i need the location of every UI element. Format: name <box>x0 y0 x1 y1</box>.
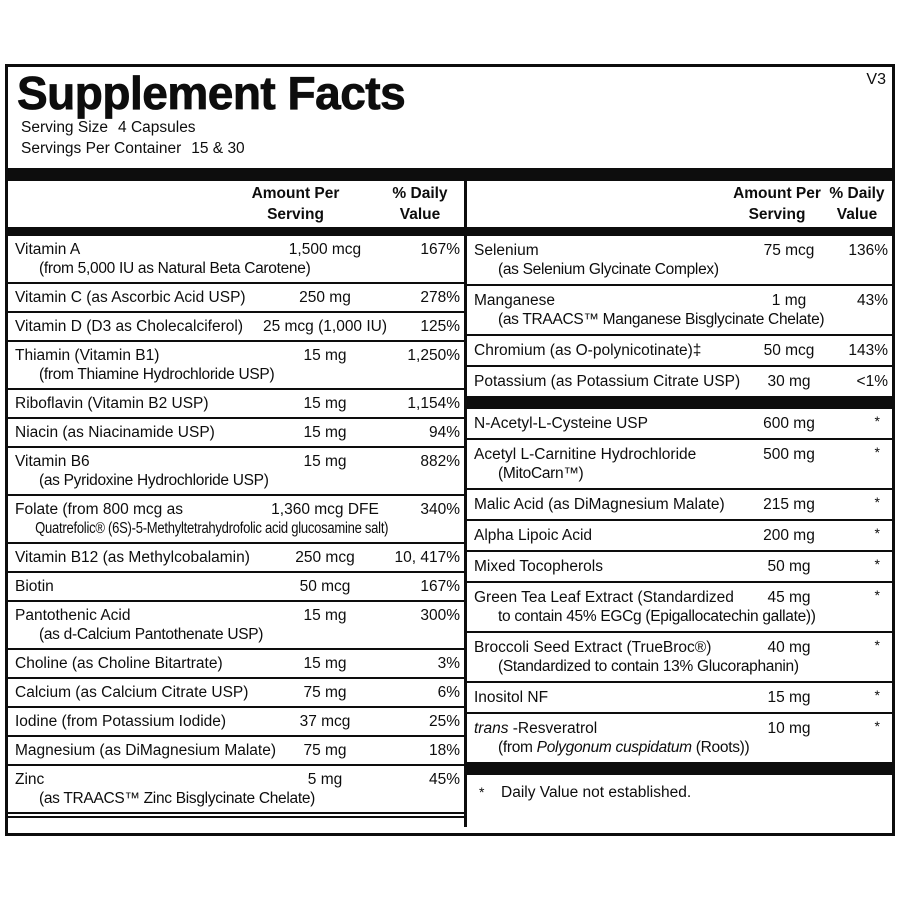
nutrient-daily-value: 143% <box>848 342 888 359</box>
nutrient-subtext: (from Thiamine Hydrochloride USP) <box>39 366 275 383</box>
table-row <box>8 735 464 764</box>
nutrient-amount: 75 mg <box>303 684 347 701</box>
table-row <box>8 494 464 542</box>
nutrient-daily-value: 3% <box>437 655 460 672</box>
nutrient-subtext <box>474 738 888 757</box>
nutrient-name: Mixed Tocopherols <box>474 558 603 575</box>
nutrient-amount: 30 mg <box>767 373 811 390</box>
nutrient-name: Vitamin B6 <box>15 453 90 470</box>
nutrient-amount: 200 mg <box>763 527 815 544</box>
nutrient-daily-value: 167% <box>420 578 460 595</box>
nutrient-name: Selenium <box>474 242 539 259</box>
nutrient-name: Niacin (as Niacinamide USP) <box>15 424 215 441</box>
nutrient-name <box>474 720 597 737</box>
table-row <box>8 340 464 388</box>
nutrient-daily-value: * <box>874 444 880 460</box>
dv-header-line1: % Daily <box>392 185 448 202</box>
serving-size-line <box>17 117 886 138</box>
table-row <box>8 542 464 571</box>
nutrient-amount: 15 mg <box>303 424 347 441</box>
nutrient-amount: 37 mcg <box>299 713 351 730</box>
nutrient-name: Magnesium (as DiMagnesium Malate) <box>15 742 277 759</box>
right-column-header <box>467 181 892 236</box>
nutrient-daily-value: * <box>874 525 880 541</box>
nutrient-line <box>15 712 460 731</box>
nutrient-daily-value: 94% <box>428 424 460 441</box>
dv-header-line1: % Daily <box>829 185 885 202</box>
nutrient-amount: 50 mcg <box>763 342 815 359</box>
daily-value-header <box>380 183 460 225</box>
footnote-asterisk: * <box>479 784 485 800</box>
nutrient-daily-value: * <box>874 637 880 653</box>
dv-header-line2: Value <box>399 206 441 223</box>
nutrient-daily-value: 43% <box>856 292 888 309</box>
table-row <box>467 681 892 712</box>
thick-rule-top <box>8 168 892 181</box>
nutrient-line <box>15 654 460 673</box>
thick-rule-mid <box>467 396 892 409</box>
nutrient-daily-value: 1,250% <box>407 347 460 364</box>
table-row <box>8 311 464 340</box>
nutrient-amount: 600 mg <box>763 415 815 432</box>
table-row <box>8 236 464 282</box>
nutrient-line <box>474 414 888 433</box>
left-nutrient-table <box>8 236 464 812</box>
nutrient-daily-value: * <box>874 718 880 734</box>
nutrient-line <box>15 423 460 442</box>
table-row <box>8 764 464 812</box>
nutrient-amount: 215 mg <box>763 496 815 513</box>
table-row <box>467 438 892 488</box>
nutrient-name-part: trans <box>474 720 509 737</box>
servings-per-container-value: 15 & 30 <box>191 140 245 157</box>
nutrient-daily-value: 45% <box>428 771 460 788</box>
nutrient-name: Vitamin C (as Ascorbic Acid USP) <box>15 289 246 306</box>
nutrient-name: Green Tea Leaf Extract (Standardized <box>474 589 734 606</box>
double-rule <box>8 812 464 818</box>
nutrient-name: Alpha Lipoic Acid <box>474 527 593 544</box>
left-column-header <box>8 181 464 236</box>
nutrient-line <box>15 500 460 519</box>
nutrient-subtext-part: (from <box>498 739 537 756</box>
amount-header-line2: Serving <box>267 206 324 223</box>
nutrient-line <box>474 445 888 464</box>
table-row <box>467 519 892 550</box>
amount-header-line1: Amount Per <box>733 185 821 202</box>
nutrient-line <box>474 557 888 576</box>
nutrient-amount: 250 mg <box>299 289 351 306</box>
nutrient-subtext: (Standardized to contain 13% Glucoraphanin) <box>498 658 799 675</box>
nutrient-name: Potassium (as Potassium Citrate USP) <box>474 373 741 390</box>
nutrient-name: Calcium (as Calcium Citrate USP) <box>15 684 249 701</box>
nutrient-subtext-part: (Roots)) <box>691 739 750 756</box>
nutrient-line <box>15 288 460 307</box>
nutrient-amount: 15 mg <box>303 347 347 364</box>
table-row <box>8 417 464 446</box>
servings-per-container-line <box>17 138 886 159</box>
nutrient-amount: 50 mg <box>767 558 811 575</box>
nutrient-name: Vitamin A <box>15 241 81 258</box>
nutrient-daily-value: * <box>874 556 880 572</box>
nutrient-name: Choline (as Choline Bitartrate) <box>15 655 223 672</box>
columns <box>8 181 892 827</box>
table-row <box>467 365 892 396</box>
nutrient-name: Chromium (as O-polynicotinate)‡ <box>474 342 702 359</box>
right-nutrient-table-other <box>467 409 892 762</box>
footnote <box>467 775 892 802</box>
left-column <box>8 181 464 827</box>
nutrient-line <box>474 372 888 391</box>
nutrient-amount: 15 mg <box>303 607 347 624</box>
nutrient-line <box>474 526 888 545</box>
nutrient-amount: 5 mg <box>307 771 343 788</box>
nutrient-name: Malic Acid (as DiMagnesium Malate) <box>474 496 725 513</box>
nutrient-line <box>15 317 460 336</box>
nutrient-amount: 15 mg <box>303 655 347 672</box>
nutrient-line <box>15 741 460 760</box>
nutrient-line <box>15 606 460 625</box>
table-row <box>467 284 892 334</box>
table-row <box>8 648 464 677</box>
amount-per-serving-header <box>223 183 368 225</box>
nutrient-amount: 50 mcg <box>299 578 351 595</box>
nutrient-subtext: to contain 45% EGCg (Epigallocatechin gallate)) <box>498 608 816 625</box>
table-row <box>467 334 892 365</box>
nutrient-line <box>474 719 888 738</box>
nutrient-line <box>15 548 460 567</box>
nutrient-name: Pantothenic Acid <box>15 607 131 624</box>
nutrient-daily-value: * <box>874 587 880 603</box>
nutrient-line <box>15 346 460 365</box>
table-row <box>467 712 892 762</box>
nutrient-daily-value: * <box>874 687 880 703</box>
nutrient-daily-value: 278% <box>420 289 460 306</box>
nutrient-subtext: Quatrefolic® (6S)-5-Methyltetrahydrofolic acid glucosamine salt) <box>35 520 389 537</box>
nutrient-amount: 45 mg <box>767 589 811 606</box>
table-row <box>467 236 892 284</box>
nutrient-daily-value: 136% <box>848 242 888 259</box>
nutrient-amount: 500 mg <box>763 446 815 463</box>
table-row <box>8 282 464 311</box>
nutrient-name: Zinc <box>15 771 45 788</box>
nutrient-daily-value: 882% <box>420 453 460 470</box>
nutrient-name: Folate (from 800 mcg as <box>15 501 183 518</box>
nutrient-name: Vitamin B12 (as Methylcobalamin) <box>15 549 250 566</box>
nutrient-name: Iodine (from Potassium Iodide) <box>15 713 227 730</box>
table-row <box>8 677 464 706</box>
nutrient-daily-value: * <box>874 413 880 429</box>
nutrient-subtext: (MitoCarn™) <box>498 465 584 482</box>
nutrient-line <box>474 291 888 310</box>
nutrient-amount: 75 mg <box>303 742 347 759</box>
table-row <box>467 488 892 519</box>
nutrient-daily-value: 6% <box>437 684 460 701</box>
nutrient-subtext: (as d-Calcium Pantothenate USP) <box>39 626 264 643</box>
dv-header-line2: Value <box>836 206 878 223</box>
nutrient-line <box>474 638 888 657</box>
nutrient-line <box>474 241 888 260</box>
nutrient-name: Acetyl L-Carnitine Hydrochloride <box>474 446 697 463</box>
nutrient-daily-value: 25% <box>428 713 460 730</box>
supplement-facts-label <box>5 64 895 836</box>
nutrient-amount: 75 mcg <box>763 242 815 259</box>
table-row <box>467 550 892 581</box>
nutrient-line <box>15 394 460 413</box>
table-row <box>467 631 892 681</box>
nutrient-name: Manganese <box>474 292 556 309</box>
nutrient-name: Thiamin (Vitamin B1) <box>15 347 160 364</box>
nutrient-subtext-part: Polygonum cuspidatum <box>536 739 692 756</box>
nutrient-subtext: (as TRAACS™ Zinc Bisglycinate Chelate) <box>39 790 316 807</box>
amount-header-line2: Serving <box>748 206 806 223</box>
nutrient-amount: 15 mg <box>303 453 347 470</box>
nutrient-name: Broccoli Seed Extract (TrueBroc®) <box>474 639 712 656</box>
nutrient-name-part: -Resveratrol <box>508 720 598 737</box>
nutrient-amount: 15 mg <box>303 395 347 412</box>
nutrient-line <box>15 240 460 259</box>
nutrient-subtext: (as TRAACS™ Manganese Bisglycinate Chelate) <box>498 311 825 328</box>
nutrient-subtext: (from 5,000 IU as Natural Beta Carotene) <box>39 260 311 277</box>
daily-value-header <box>819 183 895 225</box>
nutrient-line <box>474 688 888 707</box>
nutrient-subtext: (as Pyridoxine Hydrochloride USP) <box>39 472 269 489</box>
table-row <box>8 571 464 600</box>
version-badge: V3 <box>866 71 886 88</box>
nutrient-line <box>474 341 888 360</box>
thick-rule-bottom <box>467 762 892 775</box>
nutrient-line <box>15 577 460 596</box>
nutrient-amount: 25 mcg (1,000 IU) <box>262 318 388 335</box>
nutrient-amount: 10 mg <box>767 720 811 737</box>
nutrient-daily-value: * <box>874 494 880 510</box>
nutrient-subtext: (as Selenium Glycinate Complex) <box>498 261 719 278</box>
nutrient-amount: 250 mcg <box>295 549 355 566</box>
nutrient-daily-value: <1% <box>856 373 888 390</box>
nutrient-daily-value: 167% <box>420 241 460 258</box>
label-header <box>8 69 892 159</box>
nutrient-daily-value: 1,154% <box>407 395 460 412</box>
right-column <box>467 181 892 827</box>
nutrient-name: Vitamin D (D3 as Cholecalciferol) <box>15 318 243 335</box>
footnote-text: Daily Value not established. <box>501 784 692 801</box>
nutrient-name: N-Acetyl-L-Cysteine USP <box>474 415 648 432</box>
nutrient-daily-value: 125% <box>420 318 460 335</box>
table-row <box>8 446 464 494</box>
nutrient-name: Inositol NF <box>474 689 549 706</box>
serving-size-value: 4 Capsules <box>118 119 196 136</box>
serving-size-label: Serving Size <box>21 119 109 136</box>
nutrient-daily-value: 10, 417% <box>394 549 460 566</box>
nutrient-amount: 1,500 mcg <box>288 241 362 258</box>
table-row <box>8 388 464 417</box>
nutrient-line <box>15 770 460 789</box>
nutrient-line <box>15 683 460 702</box>
nutrient-amount: 1 mg <box>771 292 807 309</box>
nutrient-amount: 40 mg <box>767 639 811 656</box>
nutrient-name: Riboflavin (Vitamin B2 USP) <box>15 395 209 412</box>
nutrient-amount: 15 mg <box>767 689 811 706</box>
nutrient-name: Biotin <box>15 578 54 595</box>
table-row <box>467 409 892 438</box>
nutrient-daily-value: 340% <box>420 501 460 518</box>
table-row <box>467 581 892 631</box>
nutrient-amount: 1,360 mcg DFE <box>271 501 379 518</box>
amount-header-line1: Amount Per <box>251 185 340 202</box>
nutrient-line <box>15 452 460 471</box>
servings-per-container-label: Servings Per Container <box>21 140 182 157</box>
nutrient-daily-value: 18% <box>428 742 460 759</box>
nutrient-daily-value: 300% <box>420 607 460 624</box>
nutrient-line <box>474 588 888 607</box>
label-title: Supplement Facts <box>17 67 406 119</box>
table-row <box>8 706 464 735</box>
nutrient-line <box>474 495 888 514</box>
right-nutrient-table-minerals <box>467 236 892 396</box>
table-row <box>8 600 464 648</box>
